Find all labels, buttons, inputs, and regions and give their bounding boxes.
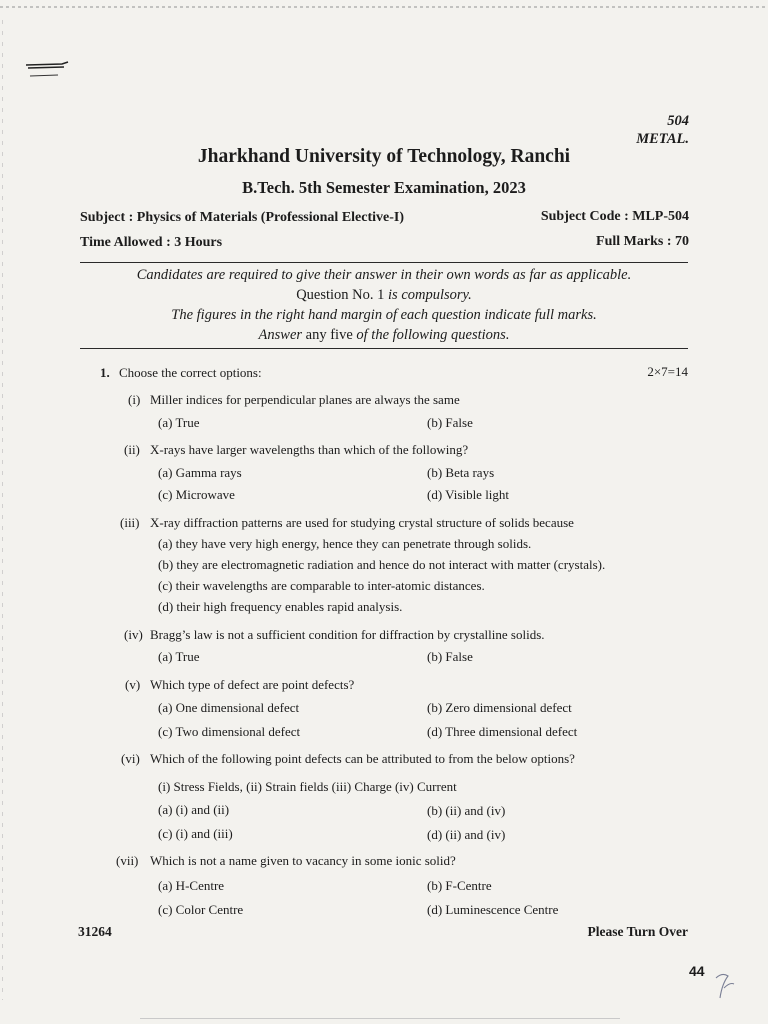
option: (c) Two dimensional defect xyxy=(158,724,301,739)
page-number: 44 xyxy=(689,963,705,979)
option: (b) False xyxy=(427,649,473,664)
instructions-divider xyxy=(80,348,688,349)
option: (c) (i) and (iii) xyxy=(158,826,233,841)
please-turn-over: Please Turn Over xyxy=(587,924,688,939)
option: (c) their wavelengths are comparable to inter-atomic distances. xyxy=(158,578,485,593)
option: (c) Microwave xyxy=(158,487,235,502)
part-number: (iii) xyxy=(120,515,140,530)
paper-code: 504 xyxy=(667,113,689,129)
university-title: Jharkhand University of Technology, Ranchi xyxy=(197,146,571,167)
scan-edge-bottom xyxy=(140,1018,620,1019)
part-number: (vii) xyxy=(116,853,139,868)
part-number: (vi) xyxy=(121,751,140,766)
option: (a) Gamma rays xyxy=(158,465,242,480)
option: (b) Beta rays xyxy=(427,465,495,480)
part-number: (i) xyxy=(128,392,141,407)
option: (d) Three dimensional defect xyxy=(427,724,578,739)
option: (a) True xyxy=(158,649,200,664)
branch-code: METAL. xyxy=(636,131,689,147)
option: (d) their high frequency enables rapid analysis. xyxy=(158,599,403,614)
part-text: Bragg’s law is not a sufficient condition for diffraction by crystalline solids. xyxy=(150,627,545,642)
full-marks: Full Marks : 70 xyxy=(596,234,689,249)
question-marks: 2×7=14 xyxy=(647,364,688,379)
part-text: Miller indices for perpendicular planes are always the same xyxy=(150,392,460,407)
scan-edge-top xyxy=(0,6,768,8)
part-text: Which of the following point defects can be attributed to from the below options? xyxy=(150,751,575,766)
option: (a) One dimensional defect xyxy=(158,700,300,715)
instruction-answer-five: Answer any five of the following questions. xyxy=(258,327,510,343)
header-divider xyxy=(80,262,688,263)
paper-code-block xyxy=(636,112,689,148)
instruction-answer-own-words: Candidates are required to give their answer in their own words as far as applicable. xyxy=(136,267,632,283)
part-text: Which is not a name given to vacancy in some ionic solid? xyxy=(150,853,456,868)
subject-line: Subject : Physics of Materials (Professional Elective-I) xyxy=(80,210,405,225)
option: (b) False xyxy=(427,415,473,430)
option: (d) Luminescence Centre xyxy=(427,902,559,917)
handwritten-tick-icon xyxy=(712,968,742,1002)
option: (a) H-Centre xyxy=(158,878,225,893)
exam-title: B.Tech. 5th Semester Examination, 2023 xyxy=(242,178,526,197)
option: (d) Visible light xyxy=(427,487,510,502)
option: (b) Zero dimensional defect xyxy=(427,700,572,715)
option: (b) (ii) and (iv) xyxy=(427,803,506,818)
option: (a) True xyxy=(158,415,200,430)
instruction-marks-margin: The figures in the right hand margin of each question indicate full marks. xyxy=(171,307,597,323)
option: (d) (ii) and (iv) xyxy=(427,827,506,842)
option: (b) F-Centre xyxy=(427,878,492,893)
handwritten-mark-icon xyxy=(24,56,84,82)
question-text: Choose the correct options: xyxy=(119,365,262,380)
option: (c) Color Centre xyxy=(158,902,244,917)
option: (a) they have very high energy, hence they can penetrate through solids. xyxy=(158,536,532,551)
option: (b) they are electromagnetic radiation and hence do not interact with matter (crystals). xyxy=(158,557,606,572)
part-text: Which type of defect are point defects? xyxy=(150,677,355,692)
part-number: (v) xyxy=(125,677,141,692)
part-text: X-rays have larger wavelengths than which of the following? xyxy=(150,442,469,457)
serial-number: 31264 xyxy=(78,924,112,939)
part-text: X-ray diffraction patterns are used for studying crystal structure of solids because xyxy=(150,515,574,530)
option: (a) (i) and (ii) xyxy=(158,802,230,817)
part-number: (iv) xyxy=(124,627,143,642)
subject-code: Subject Code : MLP-504 xyxy=(540,209,689,224)
question-number: 1. xyxy=(100,365,110,380)
part-subtext: (i) Stress Fields, (ii) Strain fields (iii) Charge (iv) Current xyxy=(158,779,457,794)
part-number: (ii) xyxy=(124,442,140,457)
instruction-compulsory: Question No. 1 is compulsory. xyxy=(296,287,472,303)
time-allowed: Time Allowed : 3 Hours xyxy=(80,235,223,250)
